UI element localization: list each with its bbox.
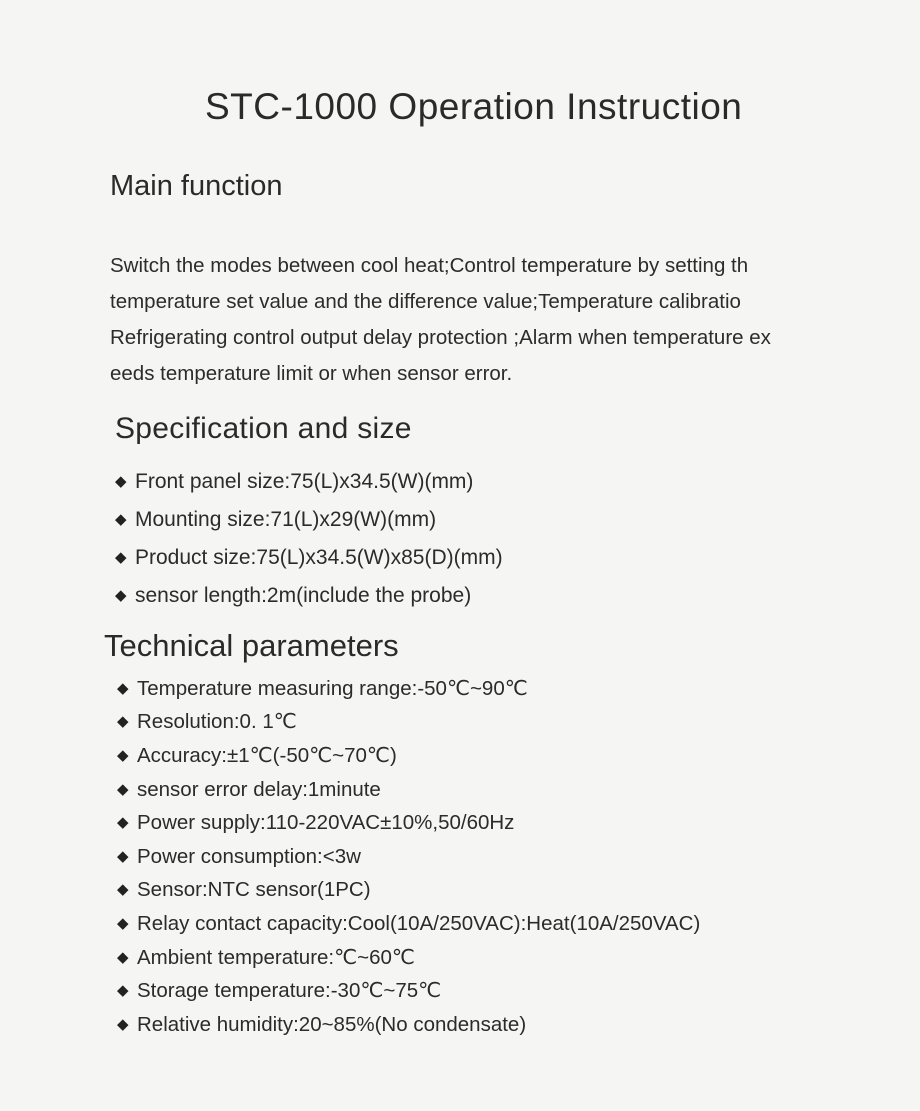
diamond-bullet-icon: ◆	[115, 511, 127, 528]
technical-list	[117, 672, 700, 1042]
diamond-bullet-icon: ◆	[117, 847, 129, 865]
tech-item-text: Storage temperature:-30℃~75℃	[137, 979, 442, 1003]
list-item	[117, 974, 700, 1008]
specification-heading: Specification and size	[115, 412, 412, 445]
list-item	[117, 874, 700, 908]
tech-item-text: Sensor:NTC sensor(1PC)	[137, 878, 371, 902]
diamond-bullet-icon: ◆	[115, 473, 127, 490]
list-item	[115, 463, 503, 501]
paragraph-line: Switch the modes between cool heat;Control temperature by setting th	[110, 254, 749, 277]
spec-item-text: Mounting size:71(L)x29(W)(mm)	[135, 508, 437, 531]
paragraph-line: eeds temperature limit or when sensor error.	[110, 362, 513, 385]
tech-item-text: Power supply:110-220VAC±10%,50/60Hz	[137, 811, 515, 835]
list-item	[117, 840, 700, 874]
paragraph-line: Refrigerating control output delay protection ;Alarm when temperature ex	[110, 326, 771, 349]
tech-item-text: Relay contact capacity:Cool(10A/250VAC):Heat(10A/250VAC)	[137, 911, 701, 935]
list-item	[117, 672, 700, 706]
list-item	[117, 706, 700, 740]
diamond-bullet-icon: ◆	[117, 948, 129, 966]
diamond-bullet-icon: ◆	[117, 814, 129, 832]
list-item	[117, 773, 700, 807]
diamond-bullet-icon: ◆	[117, 780, 129, 798]
tech-item-text: Ambient temperature:℃~60℃	[137, 945, 415, 969]
main-function-heading: Main function	[110, 170, 283, 202]
main-function-paragraph	[110, 248, 920, 392]
tech-item-text: Power consumption:<3w	[137, 844, 361, 868]
tech-item-text: sensor error delay:1minute	[137, 777, 381, 801]
diamond-bullet-icon: ◆	[115, 587, 127, 604]
tech-item-text: Temperature measuring range:-50℃~90℃	[137, 676, 528, 700]
diamond-bullet-icon: ◆	[115, 549, 127, 566]
diamond-bullet-icon: ◆	[117, 982, 129, 1000]
list-item	[115, 501, 503, 539]
spec-item-text: sensor length:2m(include the probe)	[135, 584, 472, 607]
spec-item-text: Product size:75(L)x34.5(W)x85(D)(mm)	[135, 546, 503, 569]
list-item	[117, 806, 700, 840]
document-title: STC-1000 Operation Instruction	[205, 86, 743, 127]
paragraph-line: temperature set value and the difference value;Temperature calibratio	[110, 290, 741, 313]
diamond-bullet-icon: ◆	[117, 881, 129, 899]
diamond-bullet-icon: ◆	[117, 713, 129, 731]
technical-heading: Technical parameters	[104, 628, 399, 663]
diamond-bullet-icon: ◆	[117, 1015, 129, 1033]
tech-item-text: Accuracy:±1℃(-50℃~70℃)	[137, 743, 397, 767]
diamond-bullet-icon: ◆	[117, 746, 129, 764]
list-item	[115, 577, 503, 615]
tech-item-text: Relative humidity:20~85%(No condensate)	[137, 1012, 527, 1036]
diamond-bullet-icon: ◆	[117, 914, 129, 932]
list-item	[115, 539, 503, 577]
specification-list	[115, 463, 503, 615]
list-item	[117, 739, 700, 773]
list-item	[117, 1008, 700, 1042]
diamond-bullet-icon: ◆	[117, 679, 129, 697]
spec-item-text: Front panel size:75(L)x34.5(W)(mm)	[135, 470, 474, 493]
list-item	[117, 907, 700, 941]
list-item	[117, 941, 700, 975]
tech-item-text: Resolution:0. 1℃	[137, 710, 297, 734]
